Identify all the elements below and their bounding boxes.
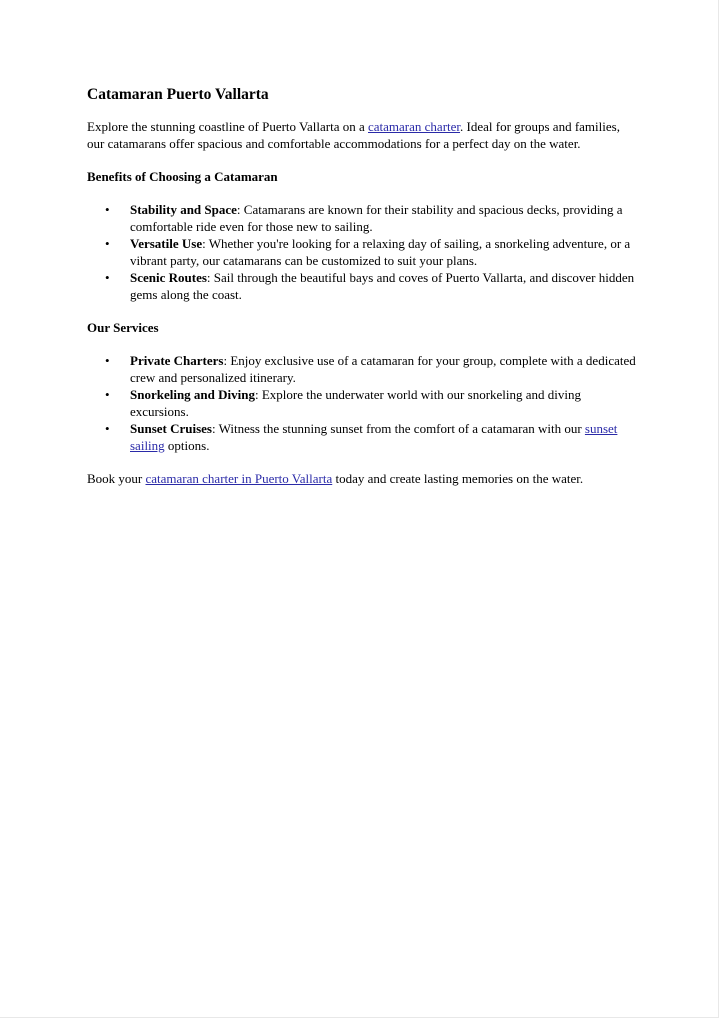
closing-text-before: Book your	[87, 471, 146, 486]
bullet-icon: •	[105, 202, 110, 217]
bullet-icon: •	[105, 353, 110, 368]
bullet-icon: •	[105, 270, 110, 285]
benefit-title: Stability and Space	[130, 202, 237, 217]
service-title: Sunset Cruises	[130, 421, 212, 436]
service-title: Private Charters	[130, 353, 224, 368]
service-text-after: options.	[164, 438, 210, 453]
benefit-title: Versatile Use	[130, 236, 203, 251]
benefit-item-scenic	[87, 269, 637, 303]
intro-paragraph	[87, 118, 637, 152]
services-heading: Our Services	[87, 320, 159, 335]
benefit-text: : Catamarans are known for their stability and spacious decks, providing a comfortable ride even for those new to sailing.	[130, 202, 623, 234]
benefit-title: Scenic Routes	[130, 270, 207, 285]
service-item-sunset	[87, 420, 637, 454]
service-title: Snorkeling and Diving	[130, 387, 255, 402]
sunset-sailing-link[interactable]: sunset sailing	[130, 421, 618, 453]
service-item-private	[87, 352, 637, 386]
closing-paragraph	[87, 470, 637, 487]
bullet-icon: •	[105, 387, 110, 402]
intro-text-after: . Ideal for groups and families, our catamarans offer spacious and comfortable accommodations for a perfect day on the water.	[87, 119, 620, 151]
document-title: Catamaran Puerto Vallarta	[87, 86, 269, 103]
benefit-text: : Whether you're looking for a relaxing day of sailing, a snorkeling adventure, or a vibrant party, our catamarans can be customized to suit your plans.	[130, 236, 631, 268]
closing-text-after: today and create lasting memories on the water.	[332, 471, 584, 486]
benefit-text: : Sail through the beautiful bays and coves of Puerto Vallarta, and discover hidden gems along the coast.	[130, 270, 635, 302]
service-text: : Enjoy exclusive use of a catamaran for your group, complete with a dedicated crew and personalized itinerary.	[130, 353, 636, 385]
service-text: : Explore the underwater world with our snorkeling and diving excursions.	[130, 387, 582, 419]
services-list	[87, 352, 637, 454]
benefit-item-stability	[87, 201, 637, 235]
document-content	[87, 85, 637, 503]
service-item-snorkeling	[87, 386, 637, 420]
catamaran-charter-puerto-vallarta-link[interactable]: catamaran charter in Puerto Vallarta	[145, 471, 333, 486]
bullet-icon: •	[105, 421, 110, 436]
bullet-icon: •	[105, 236, 110, 251]
benefits-heading: Benefits of Choosing a Catamaran	[87, 169, 278, 184]
intro-text-before: Explore the stunning coastline of Puerto Vallarta on a	[87, 119, 368, 134]
catamaran-charter-link[interactable]: catamaran charter	[368, 119, 461, 134]
benefit-item-versatile	[87, 235, 637, 269]
service-text: : Witness the stunning sunset from the comfort of a catamaran with our	[212, 421, 585, 436]
benefits-list	[87, 201, 637, 303]
